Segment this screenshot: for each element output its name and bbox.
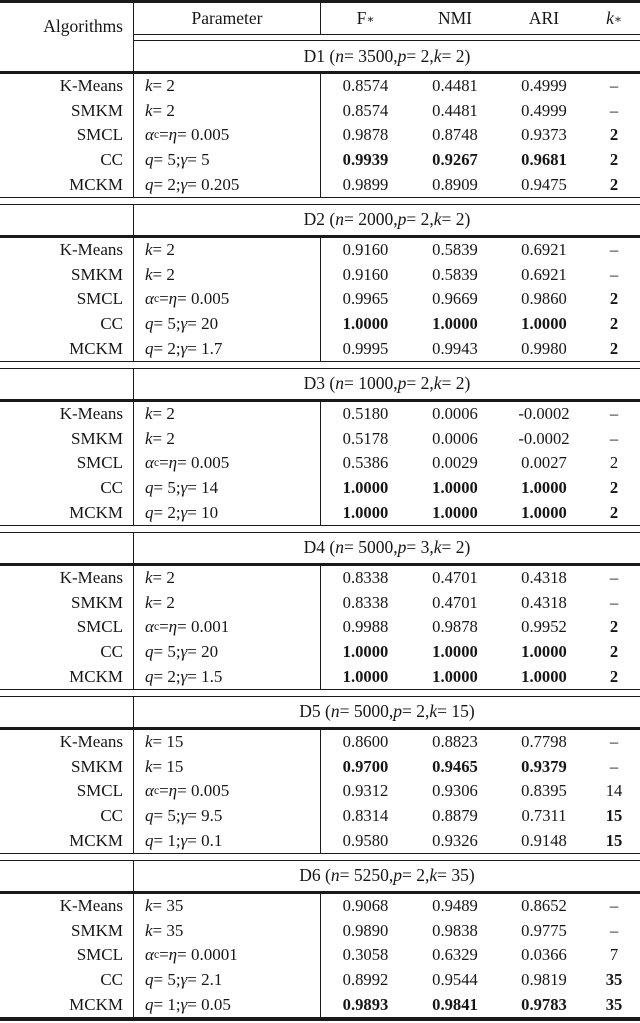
- parameter-value: k = 2: [133, 402, 320, 427]
- algorithm-name: K-Means: [59, 404, 123, 424]
- nmi-value: 0.0006: [432, 404, 478, 424]
- f-value: 0.9965: [320, 287, 410, 312]
- parameter-value: q = 2; γ = 1.7: [133, 336, 320, 361]
- parameter-value: q = 1; γ = 0.05: [133, 992, 320, 1017]
- header-parameter: Parameter: [133, 3, 320, 34]
- nmi-value: 0.9841: [432, 994, 478, 1014]
- kstar-value: 35: [605, 994, 623, 1014]
- algorithm-name: SMKM: [71, 592, 123, 612]
- kstar-value: 2: [609, 641, 619, 661]
- algorithm-name: SMKM: [71, 428, 123, 448]
- section-separator-rule: [0, 361, 640, 369]
- section-separator-rule: [0, 689, 640, 697]
- section-title-row: [0, 861, 640, 891]
- table-row: [0, 336, 640, 361]
- parameter-value: q = 1; γ = 0.1: [133, 828, 320, 853]
- nmi-value: 0.8748: [432, 125, 478, 145]
- f-value: 0.9160: [320, 263, 410, 288]
- header-fstar: F ∗: [320, 3, 410, 34]
- kstar-value: –: [609, 756, 619, 776]
- nmi-value: 0.8879: [432, 805, 478, 825]
- nmi-value: 0.9465: [432, 756, 478, 776]
- f-value: 0.9890: [320, 918, 410, 943]
- algorithm-name: K-Means: [59, 732, 123, 752]
- header-algorithms: Algorithms: [43, 16, 123, 36]
- table-section: [0, 197, 640, 361]
- algorithm-name: K-Means: [59, 896, 123, 916]
- algorithm-name: MCKM: [69, 338, 123, 358]
- section-separator-rule: [0, 197, 640, 205]
- section-rows: [0, 74, 640, 197]
- algorithm-name: SMCL: [76, 617, 123, 637]
- kstar-value: –: [609, 732, 619, 752]
- algorithm-name: K-Means: [59, 568, 123, 588]
- section-title: D3 ( n = 1000, p = 2, k = 2): [133, 369, 640, 399]
- ari-value: 0.4318: [521, 568, 567, 588]
- kstar-value: –: [609, 76, 619, 96]
- f-value: 1.0000: [320, 500, 410, 525]
- table-row: [0, 992, 640, 1017]
- kstar-value: 35: [605, 969, 623, 989]
- nmi-value: 0.9878: [432, 617, 478, 637]
- section-title: D2 ( n = 2000, p = 2, k = 2): [133, 205, 640, 235]
- f-value: 0.9160: [320, 238, 410, 263]
- table-section: [0, 525, 640, 689]
- nmi-value: 1.0000: [432, 314, 478, 334]
- f-value: 1.0000: [320, 664, 410, 689]
- ari-value: 0.9681: [521, 150, 567, 170]
- kstar-value: –: [609, 592, 619, 612]
- ari-value: -0.0002: [518, 428, 570, 448]
- table-row: [0, 943, 640, 968]
- section-rows: [0, 402, 640, 525]
- ari-value: 0.9379: [521, 756, 567, 776]
- kstar-value: 14: [605, 781, 623, 801]
- kstar-value: –: [609, 240, 619, 260]
- kstar-value: 2: [609, 478, 619, 498]
- kstar-value: 15: [605, 830, 623, 850]
- ari-value: 0.4999: [521, 100, 567, 120]
- kstar-value: 2: [609, 666, 619, 686]
- ari-value: 1.0000: [521, 478, 567, 498]
- parameter-value: α c = η = 0.0001: [133, 943, 320, 968]
- f-value: 0.9988: [320, 615, 410, 640]
- header-ari: ARI: [528, 8, 560, 28]
- algorithm-name: SMCL: [76, 125, 123, 145]
- ari-value: 0.9148: [521, 830, 567, 850]
- section-title: D6 ( n = 5250, p = 2, k = 35): [133, 861, 640, 891]
- f-value: 0.9939: [320, 148, 410, 173]
- f-value: 0.8574: [320, 99, 410, 124]
- nmi-value: 0.5839: [432, 240, 478, 260]
- kstar-value: 2: [609, 338, 619, 358]
- parameter-value: q = 5; γ = 9.5: [133, 804, 320, 829]
- parameter-value: k = 35: [133, 894, 320, 919]
- table-section: [0, 853, 640, 1017]
- table-row: [0, 238, 640, 263]
- nmi-value: 0.9669: [432, 289, 478, 309]
- f-value: 0.9878: [320, 123, 410, 148]
- algorithm-name: SMKM: [71, 264, 123, 284]
- nmi-value: 0.9267: [432, 150, 478, 170]
- nmi-value: 0.4701: [432, 592, 478, 612]
- table-row: [0, 123, 640, 148]
- ari-value: 0.6921: [521, 264, 567, 284]
- section-title-row: [0, 697, 640, 727]
- parameter-value: q = 2; γ = 10: [133, 500, 320, 525]
- ari-value: 0.0366: [521, 945, 567, 965]
- f-value: 0.9700: [320, 754, 410, 779]
- nmi-value: 0.4481: [432, 100, 478, 120]
- parameter-value: q = 5; γ = 20: [133, 640, 320, 665]
- algorithm-name: MCKM: [69, 174, 123, 194]
- kstar-value: –: [609, 264, 619, 284]
- table-row: [0, 500, 640, 525]
- parameter-value: k = 2: [133, 99, 320, 124]
- table-row: [0, 828, 640, 853]
- kstar-value: 2: [609, 150, 619, 170]
- table-section: [0, 41, 640, 197]
- f-value: 0.9995: [320, 336, 410, 361]
- algorithm-name: CC: [100, 805, 123, 825]
- f-value: 0.9899: [320, 172, 410, 197]
- table-row: [0, 779, 640, 804]
- parameter-value: q = 5; γ = 20: [133, 312, 320, 337]
- table-row: [0, 427, 640, 452]
- nmi-value: 0.0006: [432, 428, 478, 448]
- ari-value: 0.4999: [521, 76, 567, 96]
- table-row: [0, 566, 640, 591]
- ari-value: 0.9783: [521, 994, 567, 1014]
- ari-value: 0.8395: [521, 781, 567, 801]
- kstar-value: 2: [609, 125, 619, 145]
- section-separator-rule: [0, 525, 640, 533]
- nmi-value: 1.0000: [432, 641, 478, 661]
- table-row: [0, 730, 640, 755]
- table-row: [0, 918, 640, 943]
- table-row: [0, 451, 640, 476]
- parameter-value: α c = η = 0.005: [133, 123, 320, 148]
- header-double-rule: [133, 34, 640, 41]
- parameter-value: k = 35: [133, 918, 320, 943]
- table-row: [0, 754, 640, 779]
- kstar-value: 2: [609, 174, 619, 194]
- parameter-value: k = 2: [133, 238, 320, 263]
- nmi-value: 0.9306: [432, 781, 478, 801]
- ari-value: 0.9775: [521, 920, 567, 940]
- algorithm-name: SMKM: [71, 920, 123, 940]
- kstar-value: –: [609, 920, 619, 940]
- parameter-value: k = 2: [133, 427, 320, 452]
- algorithm-name: CC: [100, 641, 123, 661]
- parameter-value: α c = η = 0.005: [133, 451, 320, 476]
- ari-value: 0.6921: [521, 240, 567, 260]
- section-title: D5 ( n = 5000, p = 2, k = 15): [133, 697, 640, 727]
- algorithm-name: MCKM: [69, 994, 123, 1014]
- algorithm-name: K-Means: [59, 76, 123, 96]
- ari-value: 0.9952: [521, 617, 567, 637]
- f-value: 0.3058: [320, 943, 410, 968]
- kstar-value: 2: [609, 289, 619, 309]
- algorithm-name: MCKM: [69, 502, 123, 522]
- table-row: [0, 894, 640, 919]
- nmi-value: 1.0000: [432, 502, 478, 522]
- parameter-value: α c = η = 0.001: [133, 615, 320, 640]
- ari-value: 1.0000: [521, 641, 567, 661]
- ari-value: 0.9475: [521, 174, 567, 194]
- section-title-row: [0, 369, 640, 399]
- nmi-value: 1.0000: [432, 478, 478, 498]
- ari-value: 0.4318: [521, 592, 567, 612]
- algorithm-name: SMCL: [76, 289, 123, 309]
- ari-value: 0.9980: [521, 338, 567, 358]
- algorithm-name: MCKM: [69, 830, 123, 850]
- algorithm-name: SMKM: [71, 756, 123, 776]
- f-value: 0.8338: [320, 591, 410, 616]
- kstar-value: –: [609, 896, 619, 916]
- kstar-value: –: [609, 428, 619, 448]
- kstar-value: 15: [605, 805, 623, 825]
- section-title-row: [0, 41, 640, 71]
- section-rows: [0, 894, 640, 1017]
- algorithm-name: MCKM: [69, 666, 123, 686]
- parameter-value: k = 15: [133, 730, 320, 755]
- parameter-value: k = 15: [133, 754, 320, 779]
- section-title: D4 ( n = 5000, p = 3, k = 2): [133, 533, 640, 563]
- algorithm-name: SMCL: [76, 781, 123, 801]
- section-title-row: [0, 533, 640, 563]
- f-value: 0.8600: [320, 730, 410, 755]
- f-value: 1.0000: [320, 312, 410, 337]
- f-value: 0.9893: [320, 992, 410, 1017]
- parameter-value: α c = η = 0.005: [133, 287, 320, 312]
- nmi-value: 0.0029: [432, 453, 478, 473]
- table-bottom-rule: [0, 1017, 640, 1021]
- section-rows: [0, 730, 640, 853]
- parameter-value: q = 2; γ = 0.205: [133, 172, 320, 197]
- table-row: [0, 287, 640, 312]
- ari-value: 0.9373: [521, 125, 567, 145]
- algorithm-name: SMCL: [76, 945, 123, 965]
- nmi-value: 0.9943: [432, 338, 478, 358]
- parameter-value: q = 5; γ = 2.1: [133, 968, 320, 993]
- table-section: [0, 361, 640, 525]
- section-title: D1 ( n = 3500, p = 2, k = 2): [133, 41, 640, 71]
- ari-value: 0.9819: [521, 969, 567, 989]
- table-row: [0, 615, 640, 640]
- table-row: [0, 476, 640, 501]
- kstar-value: 7: [609, 945, 619, 965]
- section-rows: [0, 238, 640, 361]
- algorithm-name: SMCL: [76, 453, 123, 473]
- table-row: [0, 640, 640, 665]
- kstar-value: 2: [609, 314, 619, 334]
- nmi-value: 0.9489: [432, 896, 478, 916]
- f-value: 0.8992: [320, 968, 410, 993]
- f-value: 0.8314: [320, 804, 410, 829]
- table-row: [0, 591, 640, 616]
- parameter-value: q = 5; γ = 5: [133, 148, 320, 173]
- nmi-value: 0.8909: [432, 174, 478, 194]
- table-row: [0, 402, 640, 427]
- f-value: 0.8574: [320, 74, 410, 99]
- table-row: [0, 74, 640, 99]
- nmi-value: 0.5839: [432, 264, 478, 284]
- table-row: [0, 99, 640, 124]
- ari-value: 0.8652: [521, 896, 567, 916]
- ari-value: 0.0027: [521, 453, 567, 473]
- table-row: [0, 312, 640, 337]
- section-title-row: [0, 205, 640, 235]
- nmi-value: 1.0000: [432, 666, 478, 686]
- ari-value: 0.7311: [521, 805, 567, 825]
- algorithm-name: SMKM: [71, 100, 123, 120]
- nmi-value: 0.9838: [432, 920, 478, 940]
- table-row: [0, 263, 640, 288]
- section-separator-rule: [0, 853, 640, 861]
- ari-value: 1.0000: [521, 502, 567, 522]
- parameter-value: k = 2: [133, 263, 320, 288]
- table-row: [0, 172, 640, 197]
- kstar-value: –: [609, 404, 619, 424]
- algorithm-name: CC: [100, 314, 123, 334]
- f-value: 0.9580: [320, 828, 410, 853]
- header-nmi: NMI: [437, 8, 473, 28]
- table-section: [0, 689, 640, 853]
- table-header-row: [0, 3, 640, 34]
- table-sections: [0, 41, 640, 1017]
- parameter-value: q = 5; γ = 14: [133, 476, 320, 501]
- nmi-value: 0.4481: [432, 76, 478, 96]
- parameter-value: q = 2; γ = 1.5: [133, 664, 320, 689]
- algorithm-name: K-Means: [59, 240, 123, 260]
- f-value: 0.5180: [320, 402, 410, 427]
- section-rows: [0, 566, 640, 689]
- nmi-value: 0.9326: [432, 830, 478, 850]
- kstar-value: 2: [609, 617, 619, 637]
- header-kstar: k ∗: [606, 8, 622, 28]
- table-row: [0, 148, 640, 173]
- ari-value: 1.0000: [521, 314, 567, 334]
- parameter-value: k = 2: [133, 74, 320, 99]
- kstar-value: 2: [609, 502, 619, 522]
- nmi-value: 0.6329: [432, 945, 478, 965]
- nmi-value: 0.4701: [432, 568, 478, 588]
- f-value: 0.5386: [320, 451, 410, 476]
- table-row: [0, 968, 640, 993]
- kstar-value: –: [609, 568, 619, 588]
- parameter-value: k = 2: [133, 591, 320, 616]
- nmi-value: 0.9544: [432, 969, 478, 989]
- ari-value: 1.0000: [521, 666, 567, 686]
- f-value: 0.5178: [320, 427, 410, 452]
- kstar-value: –: [609, 100, 619, 120]
- table-row: [0, 804, 640, 829]
- table-row: [0, 664, 640, 689]
- f-value: 0.9068: [320, 894, 410, 919]
- algorithm-name: CC: [100, 478, 123, 498]
- ari-value: 0.7798: [521, 732, 567, 752]
- parameter-value: α c = η = 0.005: [133, 779, 320, 804]
- algorithm-name: CC: [100, 150, 123, 170]
- f-value: 1.0000: [320, 476, 410, 501]
- algorithm-name: CC: [100, 969, 123, 989]
- f-value: 1.0000: [320, 640, 410, 665]
- nmi-value: 0.8823: [432, 732, 478, 752]
- f-value: 0.9312: [320, 779, 410, 804]
- f-value: 0.8338: [320, 566, 410, 591]
- parameter-value: k = 2: [133, 566, 320, 591]
- ari-value: 0.9860: [521, 289, 567, 309]
- ari-value: -0.0002: [518, 404, 570, 424]
- kstar-value: 2: [609, 453, 619, 473]
